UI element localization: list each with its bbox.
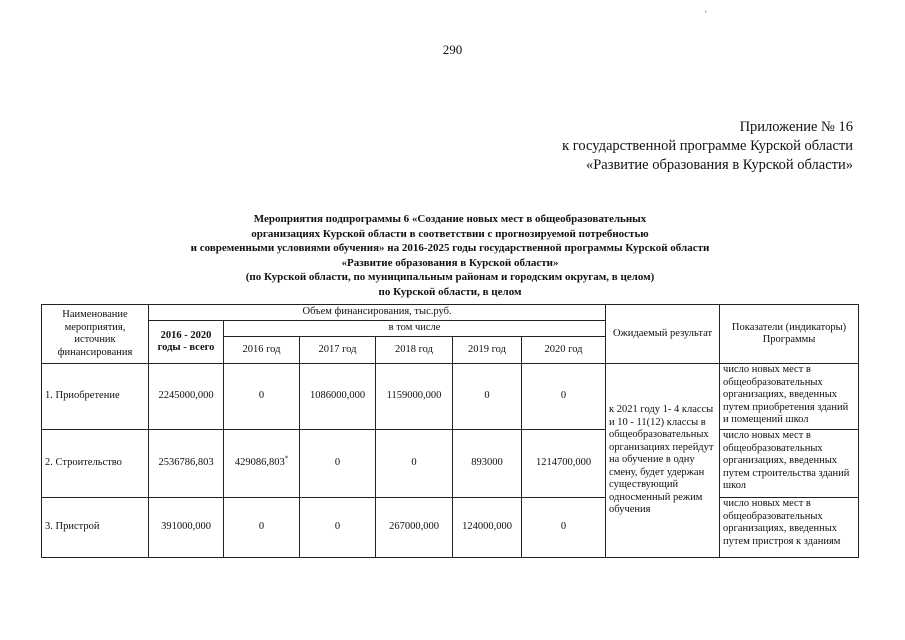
funding-table bbox=[41, 304, 859, 558]
header-name: Наименование мероприятия, источник финансирования bbox=[42, 305, 149, 364]
row-2016: 0 bbox=[224, 364, 300, 430]
document-title bbox=[100, 212, 800, 300]
row-name: 1. Приобретение bbox=[42, 364, 149, 430]
row-2016 bbox=[224, 430, 300, 498]
header-indicators: Показатели (индикаторы) Программы bbox=[720, 305, 859, 364]
appendix-header bbox=[562, 118, 853, 175]
table-row bbox=[42, 498, 859, 558]
page-number: 290 bbox=[442, 42, 463, 57]
row-2017: 1086000,000 bbox=[300, 364, 376, 430]
row-total: 391000,000 bbox=[149, 498, 224, 558]
row-2020: 1214700,000 bbox=[522, 430, 606, 498]
row-2017: 0 bbox=[300, 430, 376, 498]
header-including: в том числе bbox=[224, 321, 606, 337]
row-2017: 0 bbox=[300, 498, 376, 558]
appendix-line-3: «Развитие образования в Курской области» bbox=[585, 157, 853, 173]
header-year-2016: 2016 год bbox=[224, 337, 300, 364]
title-line-3: и современными условиями обучения» на 2016-2025 годы государственной программы Курской области bbox=[190, 242, 710, 255]
expected-result: к 2021 году 1- 4 классы и 10 - 11(12) классы в общеобразовательных организациях перейдут на обучение в одну смену, будет удержан существующий односменный режим обучения bbox=[606, 364, 720, 558]
header-result: Ожидаемый результат bbox=[606, 305, 720, 364]
row-name: 3. Пристрой bbox=[42, 498, 149, 558]
row-total: 2245000,000 bbox=[149, 364, 224, 430]
header-funding: Объем финансирования, тыс.руб. bbox=[149, 305, 606, 321]
row-indicator: число новых мест в общеобразовательных организациях, введенных путем пристроя к зданиям bbox=[720, 498, 859, 558]
title-line-5: (по Курской области, по муниципальным районам и городским округам, в целом) bbox=[245, 271, 655, 284]
header-year-2019: 2019 год bbox=[453, 337, 522, 364]
row-2020: 0 bbox=[522, 364, 606, 430]
header-year-2017: 2017 год bbox=[300, 337, 376, 364]
row-2018: 267000,000 bbox=[376, 498, 453, 558]
table-row bbox=[42, 430, 859, 498]
row-total: 2536786,803 bbox=[149, 430, 224, 498]
table-row bbox=[42, 364, 859, 430]
row-2019: 124000,000 bbox=[453, 498, 522, 558]
row-indicator: число новых мест в общеобразовательных организациях, введенных путем строительства зданий школ bbox=[720, 430, 859, 498]
row-2019: 0 bbox=[453, 364, 522, 430]
row-2018: 1159000,000 bbox=[376, 364, 453, 430]
row-2016: 0 bbox=[224, 498, 300, 558]
title-line-4: «Развитие образования в Курской области» bbox=[341, 256, 559, 269]
header-year-2020: 2020 год bbox=[522, 337, 606, 364]
row-2019: 893000 bbox=[453, 430, 522, 498]
title-line-1: Мероприятия подпрограммы 6 «Создание новых мест в общеобразовательных bbox=[253, 213, 647, 225]
row-2016-value: 429086,803 bbox=[234, 457, 285, 469]
row-indicator: число новых мест в общеобразовательных организациях, введенных путем приобретения зданий и помещений школ bbox=[720, 364, 859, 430]
title-line-2: организациях Курской области в соответствии с прогнозируемой потребностью bbox=[251, 227, 649, 240]
row-2020: 0 bbox=[522, 498, 606, 558]
appendix-line-1: Приложение № 16 bbox=[739, 119, 853, 135]
row-2018: 0 bbox=[376, 430, 453, 498]
title-line-6: по Курской области, в целом bbox=[378, 285, 522, 298]
stray-mark: ' bbox=[705, 9, 707, 19]
appendix-line-2: к государственной программе Курской области bbox=[562, 138, 853, 154]
header-year-2018: 2018 год bbox=[376, 337, 453, 364]
row-name: 2. Строительство bbox=[42, 430, 149, 498]
header-total: 2016 - 2020 годы - всего bbox=[149, 321, 224, 364]
footnote-mark: * bbox=[284, 454, 289, 463]
